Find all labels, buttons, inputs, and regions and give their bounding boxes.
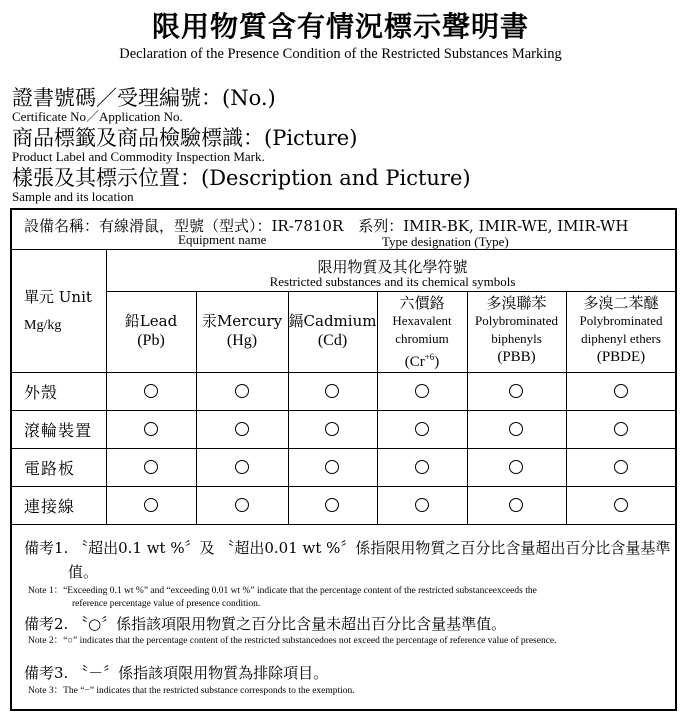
presence-mark (144, 460, 158, 474)
column-cadmium-symbol: (Cd) (317, 332, 348, 349)
certificate-label-cn: 證書號碼／受理編號：(No.) (12, 86, 276, 110)
column-mercury (196, 312, 288, 352)
table-divider (11, 448, 676, 449)
note-2-en: Note 2：“○” indicates that the percentage content of the restricted substancedoes not exceed the percentage of reference value of presence. (28, 636, 557, 646)
column-cadmium-name: 鎘Cadmium (288, 312, 377, 330)
product-label-en: Product Label and Commodity Inspection Mark. (12, 149, 265, 164)
column-pbde-symbol: (PBDE) (596, 349, 646, 365)
page-title: 限用物質含有情況標示聲明書 (151, 10, 529, 43)
restricted-substances-cn: 限用物質及其化學符號 (317, 258, 468, 276)
presence-mark (614, 498, 628, 512)
note-3-cn: 備考3. 〝－〞係指該項限用物質為排除項目。 (24, 664, 329, 682)
presence-mark (415, 498, 429, 512)
column-lead-symbol: (Pb) (137, 332, 165, 349)
table-divider (11, 372, 676, 373)
row-label-scroll-wheel: 滾輪裝置 (24, 421, 93, 440)
certificate-field (12, 86, 276, 124)
column-hexavalent-chromium-cn: 六價鉻 (399, 294, 445, 312)
column-hexavalent-chromium (377, 294, 467, 371)
presence-mark (235, 422, 249, 436)
certificate-label-en: Certificate No／Application No. (12, 109, 183, 124)
presence-mark (235, 460, 249, 474)
presence-mark (415, 384, 429, 398)
column-pbde-cn: 多溴二苯醚 (583, 294, 659, 312)
column-hexavalent-chromium-en1: Hexavalent (392, 313, 452, 328)
row-label-cable: 連接線 (24, 497, 76, 516)
restricted-substances-en: Restricted substances and its chemical symbols (269, 274, 516, 289)
page-subtitle: Declaration of the Presence Condition of the Restricted Substances Marking (119, 46, 562, 62)
column-pbb-symbol: (PBB) (497, 349, 536, 365)
note-1-cn: 備考1. 〝超出0.1 wt %〞及 〝超出0.01 wt %〞係指限用物質之百分比含量超出百分比含量基準 (24, 539, 671, 557)
presence-mark (144, 422, 158, 436)
presence-mark (614, 422, 628, 436)
presence-mark (509, 498, 523, 512)
column-hexavalent-chromium-symbol: $(Cr^{+6})$ (404, 352, 440, 370)
presence-mark (509, 384, 523, 398)
presence-mark (325, 422, 339, 436)
presence-mark (325, 460, 339, 474)
column-pbb-cn: 多溴聯苯 (486, 294, 547, 312)
column-mercury-name: 汞Mercury (201, 312, 283, 330)
table-divider (11, 486, 676, 487)
table-divider (106, 249, 107, 524)
unit-mgkg: Mg/kg (24, 318, 62, 333)
presence-mark (509, 460, 523, 474)
presence-mark (144, 498, 158, 512)
note-1-cn-cont: 值。 (68, 563, 99, 581)
column-lead-name: 鉛Lead (124, 312, 178, 330)
presence-mark (144, 384, 158, 398)
column-pbde (566, 294, 676, 366)
presence-mark (415, 460, 429, 474)
product-label-cn: 商品標籤及商品檢驗標識：(Picture) (12, 126, 358, 150)
presence-mark (325, 498, 339, 512)
equipment-line: 設備名稱：有線滑鼠，型號（型式）：IR-7810R 系列：IMIR-BK, IMIR-WE, IMIR-WH (24, 217, 629, 235)
row-label-circuit-board: 電路板 (24, 459, 76, 478)
sample-label-en: Sample and its location (12, 189, 134, 204)
note-3-en: Note 3：The “−” indicates that the restricted substance corresponds to the exemption. (28, 686, 355, 696)
column-mercury-symbol: (Hg) (226, 332, 258, 349)
equipment-name-en: Equipment name (178, 232, 267, 247)
table-divider (11, 524, 676, 525)
column-cadmium (288, 312, 377, 352)
column-pbb-en2: biphenyls (491, 331, 542, 346)
presence-mark (325, 384, 339, 398)
type-designation-en: Type designation (Type) (382, 234, 509, 249)
column-pbb-en1: Polybrominated (474, 313, 559, 328)
presence-mark (509, 422, 523, 436)
sample-label-cn: 樣張及其標示位置：(Description and Picture) (12, 166, 471, 190)
sample-field (12, 166, 471, 204)
unit-label: 單元 Unit (24, 288, 92, 306)
product-label-field (12, 126, 357, 164)
note-1-en: Note 1：“Exceeding 0.1 wt %” and “exceeding 0.01 wt %” indicate that the percentage content of the restricted substanceexceeds the (28, 586, 537, 596)
column-pbde-en1: Polybrominated (579, 313, 663, 328)
note-2-cn: 備考2. 〝○〞係指該項限用物質之百分比含量未超出百分比含量基準值。 (24, 615, 507, 633)
column-pbb (467, 294, 566, 366)
presence-mark (614, 384, 628, 398)
column-pbde-en2: diphenyl ethers (581, 331, 661, 346)
table-divider (11, 410, 676, 411)
presence-mark (235, 498, 249, 512)
row-label-housing: 外殼 (24, 383, 59, 402)
table-divider (106, 291, 676, 292)
presence-mark (415, 422, 429, 436)
presence-mark (614, 460, 628, 474)
table-divider (11, 249, 676, 250)
note-1-en-cont: reference percentage value of presence condition. (72, 599, 261, 609)
presence-mark (235, 384, 249, 398)
column-hexavalent-chromium-en2: chromium (395, 331, 449, 346)
column-lead (106, 312, 196, 352)
